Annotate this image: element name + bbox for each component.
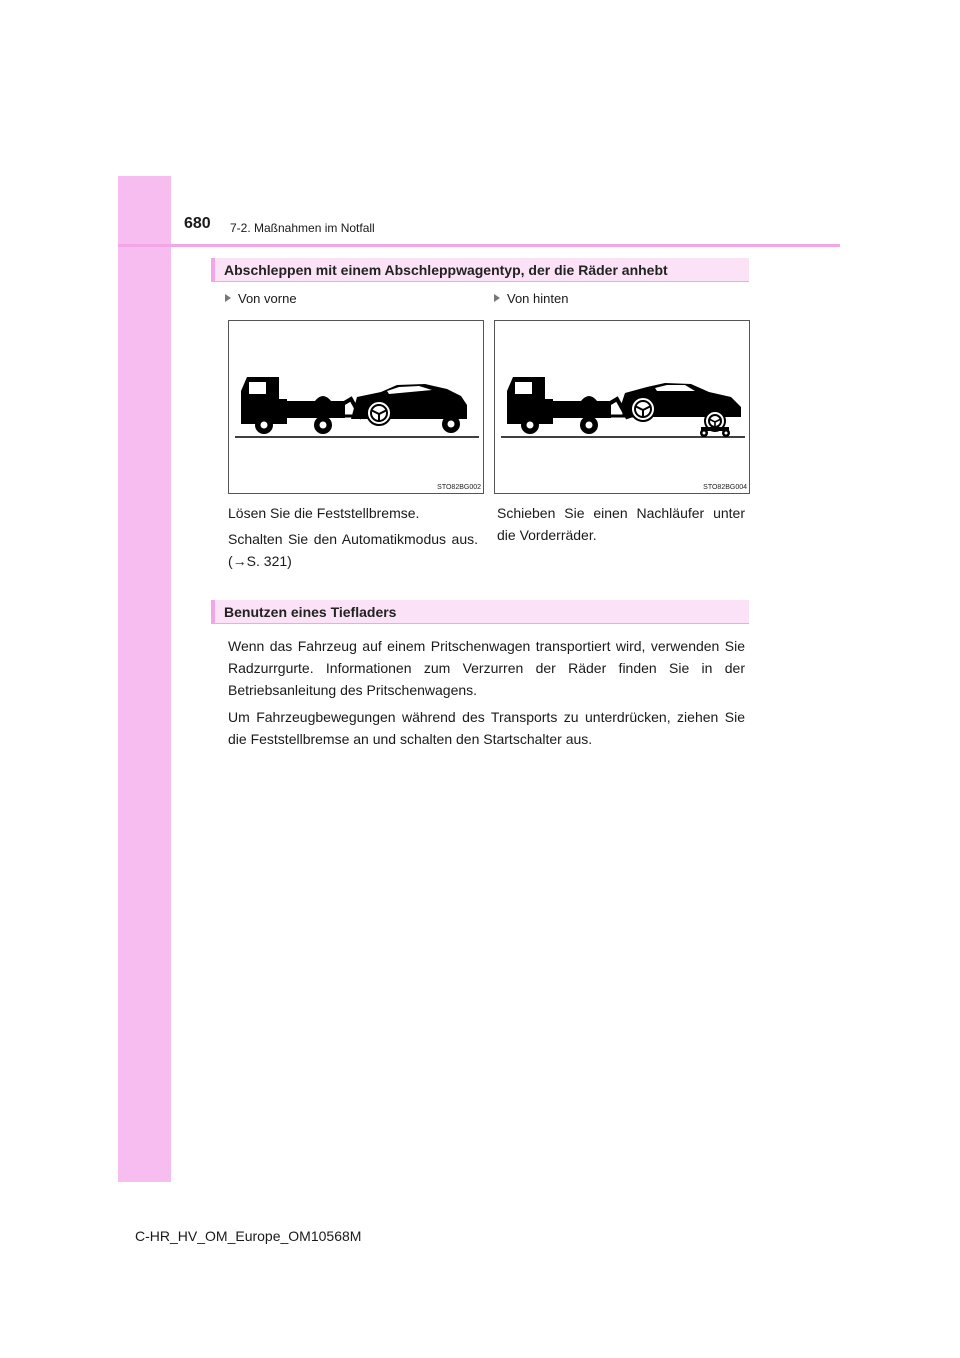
tow-truck-front-illustration <box>229 321 483 493</box>
section-reference: 7-2. Maßnahmen im Notfall <box>230 221 375 235</box>
figure-tow-front <box>228 320 484 494</box>
left-instruction-2: Schalten Sie den Automatikmodus aus. (→S. 321) <box>228 531 478 569</box>
header-rule <box>118 244 840 247</box>
left-instruction-1: Lösen Sie die Feststellbremse. <box>228 505 420 521</box>
steering-wheel-icon <box>367 401 391 425</box>
section-heading-tow-truck: Abschleppen mit einem Abschleppwagentyp, der die Räder anhebt <box>211 258 749 282</box>
figure-code: STO82BG002 <box>437 484 481 491</box>
triangle-bullet-icon <box>494 294 500 302</box>
label-rear <box>494 291 568 306</box>
tow-truck-rear-illustration <box>495 321 749 493</box>
dolly-wheel-icon <box>700 429 708 437</box>
figure-code: STO82BG004 <box>703 484 747 491</box>
figure-tow-rear <box>494 320 750 494</box>
label-rear-text: Von hinten <box>507 291 569 306</box>
right-instruction-1: Schieben Sie einen Nachläufer unter die Vorderräder. <box>497 505 745 543</box>
steering-wheel-icon <box>631 397 655 421</box>
label-front-text: Von vorne <box>238 291 297 306</box>
page-number: 680 <box>184 215 211 232</box>
wheel-icon <box>521 416 539 434</box>
footer-doc-id: C-HR_HV_OM_Europe_OM10568M <box>135 1228 362 1244</box>
paragraph-flatbed-2: Um Fahrzeugbewegungen während des Transports zu unterdrücken, ziehen Sie die Feststellbremse an und schalten den Startschalter aus. <box>228 709 745 747</box>
paragraph-flatbed-1: Wenn das Fahrzeug auf einem Pritschenwagen transportiert wird, verwenden Sie Radzurrgurte. Informationen zum Verzurren der Räder finden Sie in der Betriebsanleitung des Pritschenwagens. <box>228 638 745 698</box>
wheel-icon <box>314 416 332 434</box>
dolly-wheel-icon <box>722 429 730 437</box>
wheel-icon <box>580 416 598 434</box>
wheel-icon <box>442 415 460 433</box>
section-heading-flatbed: Benutzen eines Tiefladers <box>211 600 749 624</box>
label-front <box>225 291 297 306</box>
sidebar-tab <box>118 176 171 1182</box>
wheel-icon <box>255 416 273 434</box>
triangle-bullet-icon <box>225 294 231 302</box>
